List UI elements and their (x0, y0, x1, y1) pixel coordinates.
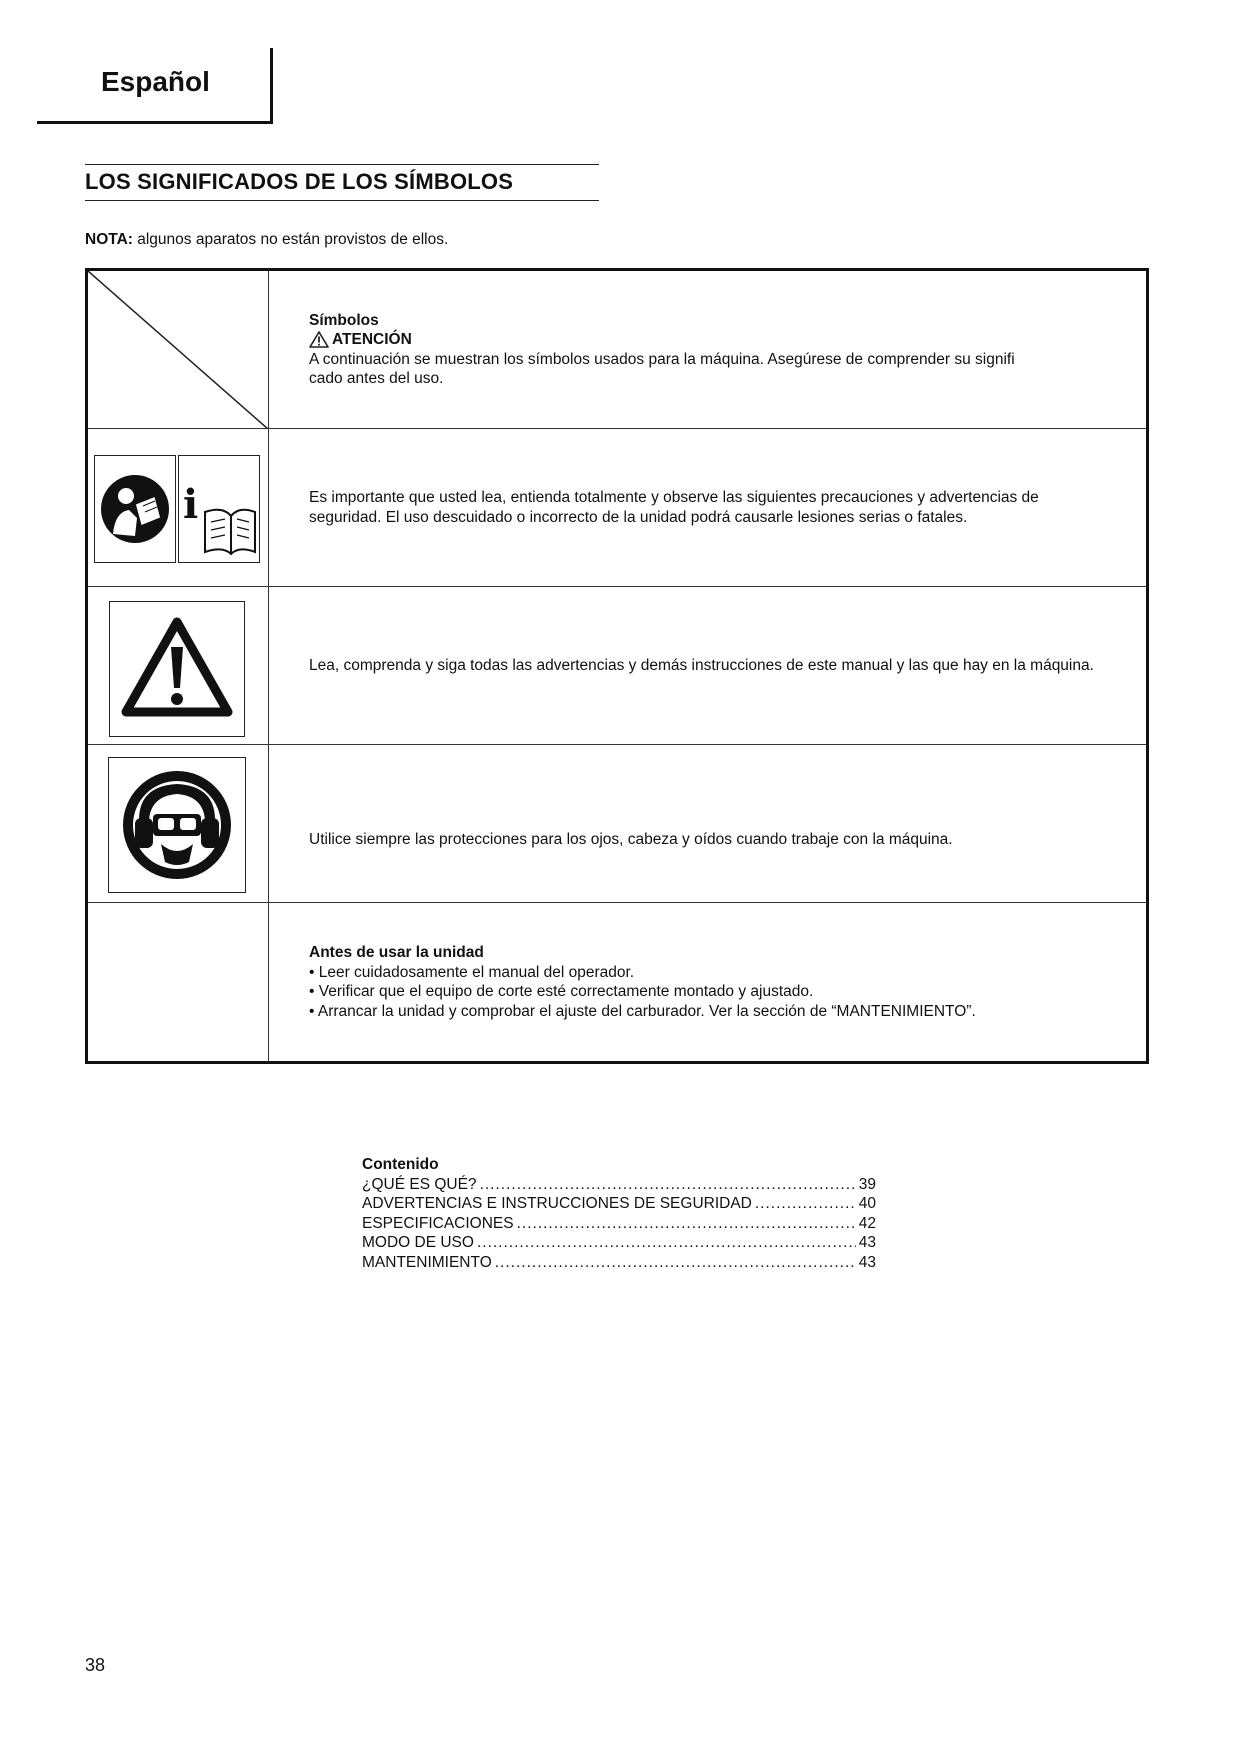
read-manual-icon (94, 455, 176, 563)
toc-item-page: 43 (858, 1234, 876, 1251)
toc-item (362, 1175, 876, 1195)
note-text: algunos aparatos no están provistos de ellos. (132, 231, 449, 248)
warning-triangle-icon (109, 601, 245, 737)
toc-item (362, 1233, 876, 1253)
symbols-intro-text: A continuación se muestran los símbolos usados para la máquina. Asegúrese de comprender su signifi cado antes del uso. (309, 350, 1015, 387)
toc-item-page: 43 (858, 1253, 876, 1271)
symbols-heading: Símbolos (309, 311, 379, 329)
eye-head-ear-protection-icon (108, 757, 246, 893)
note-label: NOTA: (85, 231, 133, 248)
toc-item (362, 1194, 876, 1214)
toc-item (362, 1253, 876, 1273)
note (85, 231, 448, 249)
warning-small-icon (309, 331, 329, 348)
toc-item-page: 40 (858, 1195, 876, 1212)
symbols-row-header (88, 271, 1146, 429)
page-number: 38 (85, 1655, 106, 1675)
toc-leader-dots (755, 1194, 856, 1214)
before-use-bullet: • Verificar que el equipo de corte esté correctamente montado y ajustado. (309, 983, 814, 1000)
language-tab (37, 48, 273, 124)
toc-item-label: ESPECIFICACIONES (362, 1214, 514, 1232)
table-of-contents (362, 1155, 876, 1272)
symbols-row-warning (88, 587, 1146, 745)
info-book-icon (178, 455, 260, 563)
toc-item-label: MANTENIMIENTO (362, 1253, 492, 1271)
empty-icon-cell (88, 903, 269, 1061)
before-use-bullet: • Leer cuidadosamente el manual del operador. (309, 963, 635, 981)
toc-leader-dots (477, 1233, 856, 1253)
toc-title: Contenido (362, 1156, 439, 1173)
toc-leader-dots (517, 1214, 856, 1234)
svg-text:i: i (183, 481, 199, 528)
before-use-bullet: • Arrancar la unidad y comprobar el ajuste del carburador. Ver la sección de “MANTENIMIENTO”. (309, 1002, 976, 1020)
symbols-table (85, 268, 1149, 1064)
warning-text: Lea, comprenda y siga todas las advertencias y demás instrucciones de este manual y las que hay en la máquina. (309, 656, 1094, 674)
section-title: LOS SIGNIFICADOS DE LOS SÍMBOLOS (85, 164, 599, 201)
toc-item-label: MODO DE USO (362, 1234, 474, 1251)
attention-label: ATENCIÓN (332, 331, 412, 348)
toc-leader-dots (495, 1253, 856, 1273)
toc-item-page: 39 (858, 1175, 876, 1193)
diagonal-slash-icon (88, 271, 269, 428)
toc-leader-dots (480, 1175, 856, 1195)
protection-text: Utilice siempre las protecciones para los ojos, cabeza y oídos cuando trabaje con la máquina. (309, 830, 953, 848)
toc-item-label: ADVERTENCIAS E INSTRUCCIONES DE SEGURIDAD (362, 1195, 752, 1212)
before-use-heading: Antes de usar la unidad (309, 944, 484, 961)
toc-item (362, 1214, 876, 1234)
language-label: Español (101, 66, 210, 97)
symbols-row-protection (88, 745, 1146, 903)
attention-line (309, 330, 1106, 350)
toc-item-page: 42 (858, 1214, 876, 1232)
symbols-row-before-use (88, 903, 1146, 1061)
symbols-row-read-manual (88, 429, 1146, 587)
toc-item-label: ¿QUÉ ES QUÉ? (362, 1175, 477, 1193)
read-manual-text: Es importante que usted lea, entienda totalmente y observe las siguientes precauciones y advertencias de seguridad. El uso descuidado o incorrecto de la unidad podrá causarle lesiones serias o fatales. (309, 489, 1039, 526)
